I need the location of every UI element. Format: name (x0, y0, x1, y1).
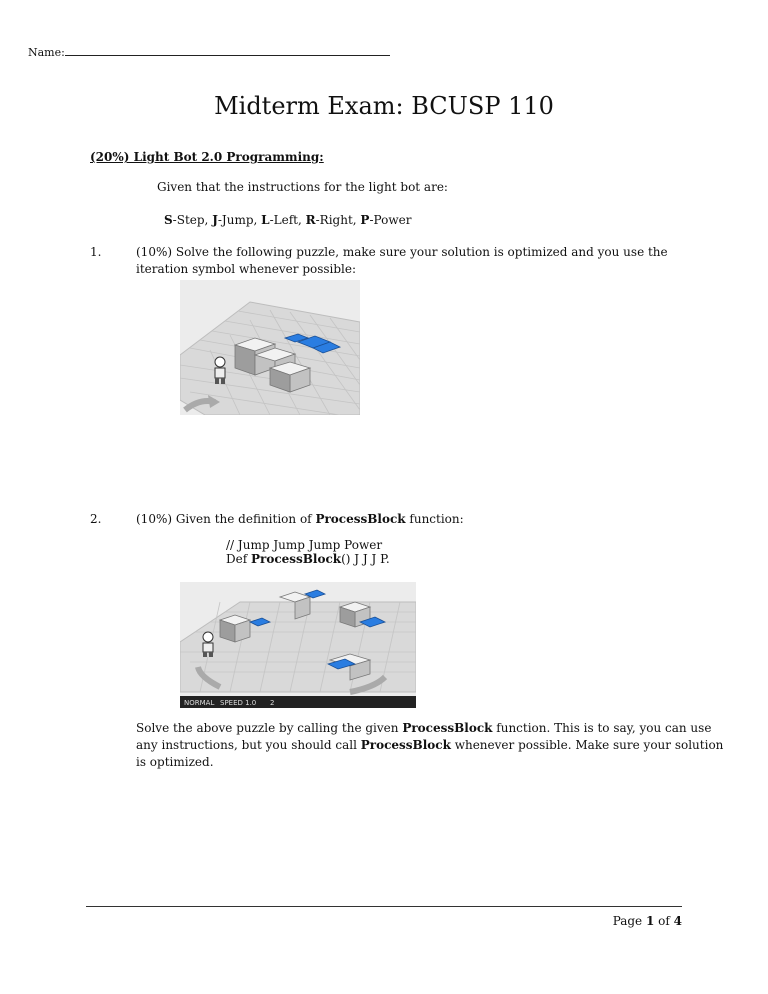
instr-label: -Step, (172, 213, 213, 227)
question-number: 2. (90, 512, 102, 526)
q2-instructions (136, 720, 726, 771)
code-body: () J J J P. (341, 552, 390, 566)
section-heading: (20%) Light Bot 2.0 Programming: (90, 150, 324, 164)
name-field (28, 45, 390, 59)
hud-right: 2 (270, 699, 275, 707)
puzzle-1-image (180, 280, 360, 415)
q2-para-part: function. This is to say, you can use any instructions, but you should call (136, 721, 712, 752)
code-keyword: Def (226, 552, 251, 566)
function-name: ProcessBlock (360, 738, 451, 752)
code-comment: // Jump Jump Jump Power (226, 538, 383, 552)
puzzle-2-image (180, 582, 416, 708)
footer-divider (86, 906, 682, 907)
instr-key: S (164, 213, 173, 227)
question-text: (10%) Solve the following puzzle, make sure your solution is optimized and you use the iteration symbol whenever possible: (136, 245, 668, 276)
instr-key: J (212, 213, 218, 227)
page-label: Page (612, 914, 646, 928)
name-label: Name: (28, 46, 65, 59)
code-definition (226, 552, 390, 566)
question-number: 1. (90, 245, 102, 259)
code-function-name: ProcessBlock (250, 552, 342, 566)
question-2 (90, 512, 710, 526)
q2-text-part: (10%) Given the definition of (136, 512, 316, 526)
hud-mid: SPEED 1.0 (220, 699, 257, 707)
name-underline (65, 45, 390, 56)
page-current: 1 (645, 914, 655, 928)
q2-para-part: Solve the above puzzle by calling the given (136, 721, 403, 735)
function-name: ProcessBlock (315, 512, 406, 526)
instr-key: P (360, 213, 370, 227)
page-title: Midterm Exam: BCUSP 110 (214, 92, 554, 120)
hud-left: NORMAL (184, 699, 215, 707)
q2-para-part: whenever possible. Make sure your solution is optimized. (136, 738, 724, 769)
instr-label: -Jump, (217, 213, 262, 227)
question-1 (90, 244, 710, 278)
instr-label: -Right, (315, 213, 361, 227)
instruction-list (164, 213, 411, 227)
question-text (136, 512, 710, 526)
page-of: of (654, 914, 674, 928)
function-name: ProcessBlock (402, 721, 493, 735)
code-block (226, 538, 390, 566)
q2-text-part: function: (405, 512, 464, 526)
instr-key: L (261, 213, 270, 227)
instr-label: -Left, (269, 213, 306, 227)
page-number (613, 914, 682, 928)
instr-key: R (305, 213, 316, 227)
intro-text: Given that the instructions for the light bot are: (157, 180, 448, 194)
instr-label: -Power (369, 213, 412, 227)
page-total: 4 (673, 914, 682, 928)
